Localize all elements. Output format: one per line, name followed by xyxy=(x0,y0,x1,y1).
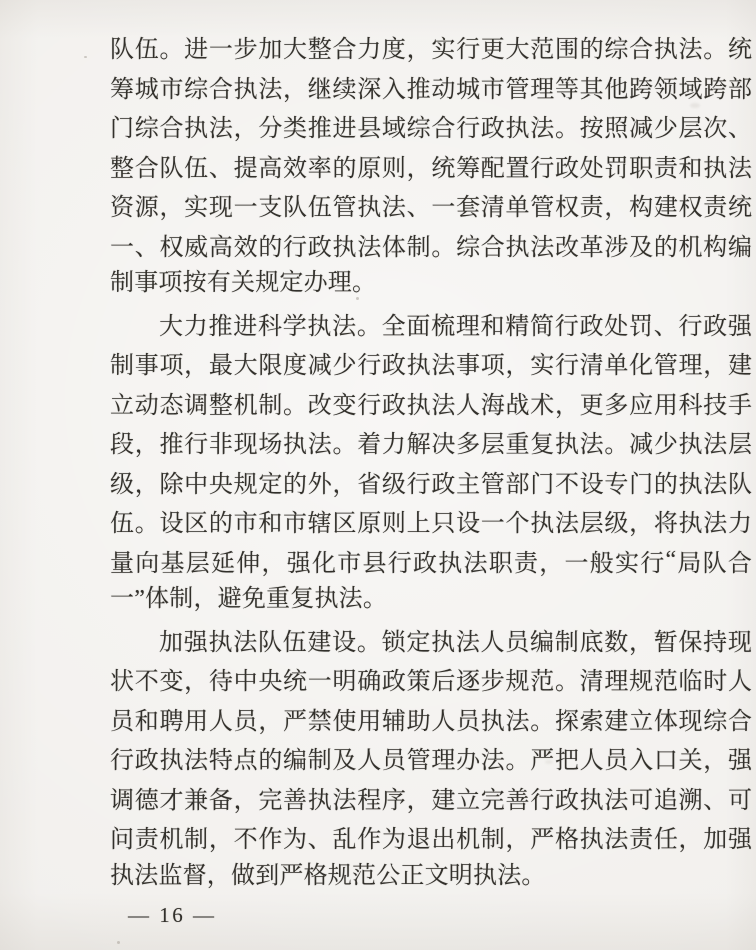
text-line: 问 责 机 制 ， 不 作 为 、 乱 作 为 退 出 机 制 ， 严 格 执 法 责 任 ， 加 强 xyxy=(110,827,752,854)
text-line: 行 政 执 法 特 点 的 编 制 及 人 员 管 理 办 法 。 严 把 人 员 入 口 关 ， 强 xyxy=(110,748,752,775)
text-line: 资 源 ， 实 现 一 支 队 伍 管 执 法 、 一 套 清 单 管 权 责 ， 构 建 权 责 统 xyxy=(110,195,752,222)
text-line: 量 向 基 层 延 伸 ， 强 化 市 县 行 政 执 法 职 责 ， 一 般 实 行 “ 局 队 合 xyxy=(110,546,752,577)
scan-smudge xyxy=(545,760,553,764)
text-line: 制 事 项 ， 最 大 限 度 减 少 行 政 执 法 事 项 ， 实 行 清 单 化 管 理 ， 建 xyxy=(110,353,752,380)
text-line: 立 动 态 调 整 机 制 。 改 变 行 政 执 法 人 海 战 术 ， 更 多 应 用 科 技 手 xyxy=(110,392,752,419)
text-block xyxy=(110,27,752,896)
text-line: 门 综 合 执 法 ， 分 类 推 进 县 域 综 合 行 政 执 法 。 按 照 减 少 层 次 、 xyxy=(110,116,752,143)
scan-speck xyxy=(356,297,359,300)
text-line: 级 ， 除 中 央 规 定 的 外 ， 省 级 行 政 主 管 部 门 不 设 专 门 的 执 法 队 xyxy=(110,471,752,498)
text-line: 调 德 才 兼 备 ， 完 善 执 法 程 序 ， 建 立 完 善 行 政 执 法 可 追 溯 、 可 xyxy=(110,787,752,814)
page-number: — 16 — xyxy=(128,903,217,927)
text-line: 大 力 推 进 科 学 执 法 。 全 面 梳 理 和 精 简 行 政 处 罚 、 行 政 强 xyxy=(159,313,752,340)
scan-speck xyxy=(84,56,87,58)
scan-speck xyxy=(117,941,120,944)
text-line: 加 强 执 法 队 伍 建 设 。 锁 定 执 法 人 员 编 制 底 数 ， 暂 保 持 现 xyxy=(159,629,752,656)
text-line: 状 不 变 ， 待 中 央 统 一 明 确 政 策 后 逐 步 规 范 。 清 理 规 范 临 时 人 xyxy=(110,669,752,696)
text-line: 队 伍 。 进 一 步 加 大 整 合 力 度 ， 实 行 更 大 范 围 的 综 合 执 法 。 统 xyxy=(110,37,752,64)
text-line: 伍 。 设 区 的 市 和 市 辖 区 原 则 上 只 设 一 个 执 法 层 级 ， 将 执 法 力 xyxy=(110,511,752,538)
text-line: 一 、 权 威 高 效 的 行 政 执 法 体 制 。 综 合 执 法 改 革 涉 及 的 机 构 编 xyxy=(110,234,752,261)
text-line: 员 和 聘 用 人 员 ， 严 禁 使 用 辅 助 人 员 执 法 。 探 索 建 立 体 现 综 合 xyxy=(110,708,752,735)
scan-smudge xyxy=(690,103,700,108)
text-line: 筹 城 市 综 合 执 法 ， 继 续 深 入 推 动 城 市 管 理 等 其 他 跨 领 域 跨 部 xyxy=(110,76,752,103)
text-line: 执法监督，做到严格规范公正文明执法。 xyxy=(110,862,546,889)
text-line: 段 ， 推 行 非 现 场 执 法 。 着 力 解 决 多 层 重 复 执 法 。 减 少 执 法 层 xyxy=(110,432,752,459)
text-line: 制事项按有关规定办理。 xyxy=(110,270,377,296)
text-line: 整 合 队 伍 、 提 高 效 率 的 原 则 ， 统 筹 配 置 行 政 处 罚 职 责 和 执 法 xyxy=(110,155,752,182)
text-line: 一”体制，避免重复执法。 xyxy=(110,586,388,612)
